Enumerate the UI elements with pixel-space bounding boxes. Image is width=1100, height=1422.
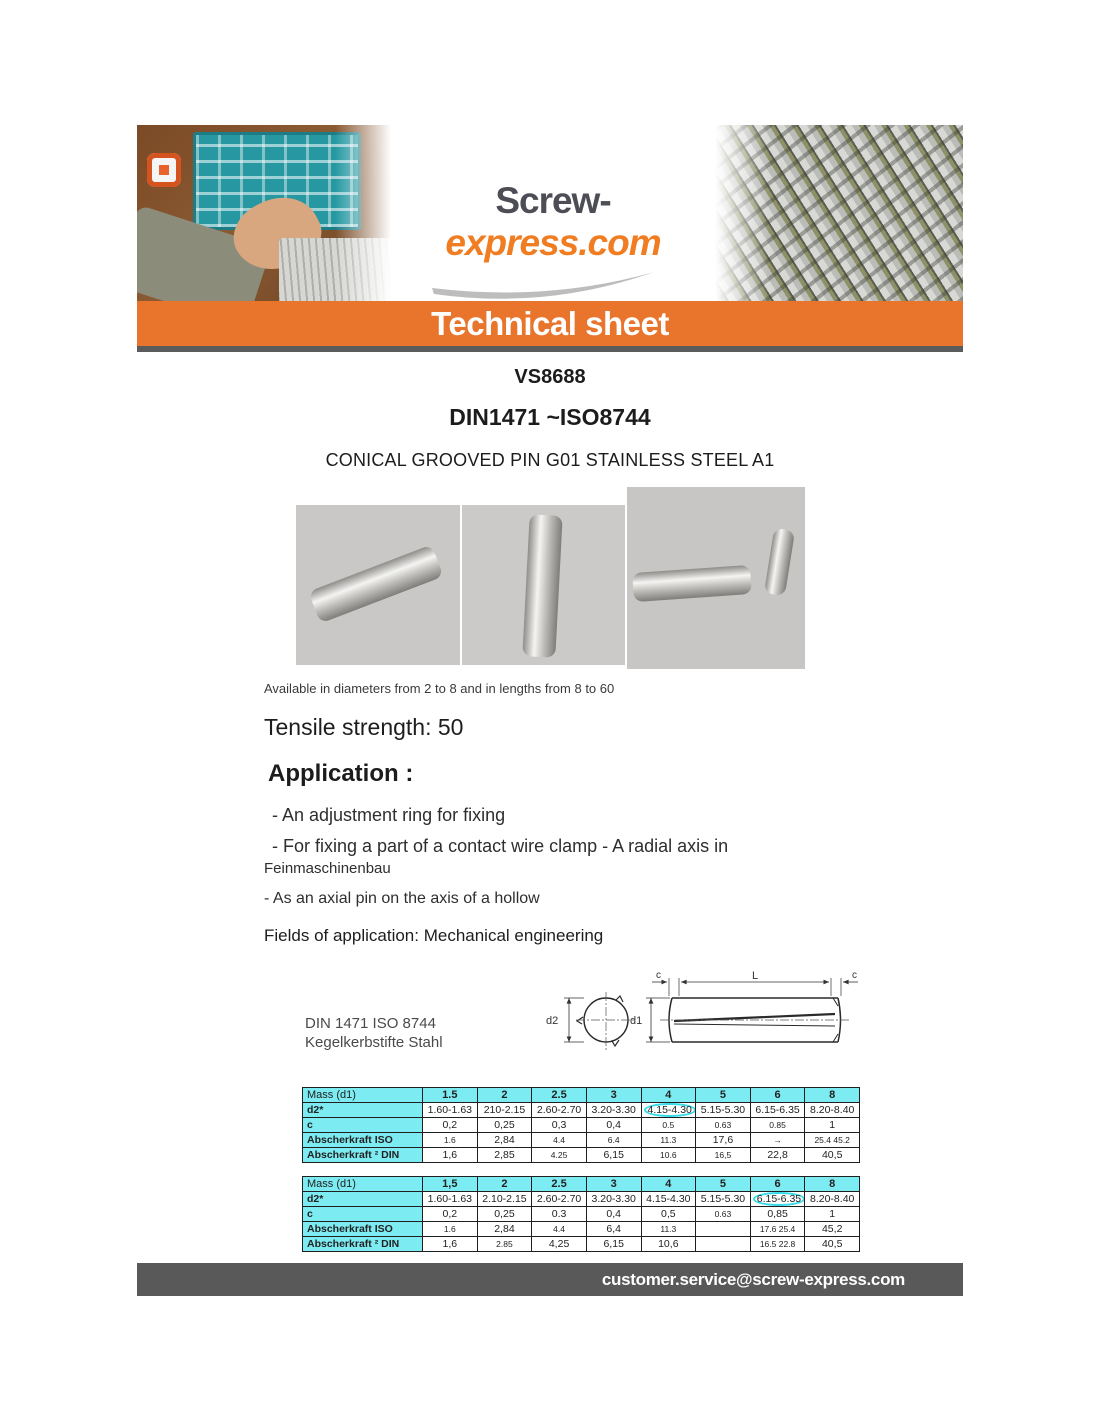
table-cell: 0.63	[696, 1118, 751, 1133]
table-cell: 22,8	[750, 1148, 805, 1163]
tensile-strength: Tensile strength: 50	[264, 714, 464, 740]
table-cell: 0,2	[423, 1207, 478, 1222]
table-cell: 8.20-8.40	[805, 1103, 860, 1118]
table-cell: 45,2	[805, 1222, 860, 1237]
table-cell: 0,4	[586, 1207, 641, 1222]
table-row	[303, 1192, 860, 1207]
product-photo-2	[462, 505, 625, 665]
table-cell: 40,5	[805, 1148, 860, 1163]
table-cell: Mass (d1)	[303, 1088, 423, 1103]
table-cell: 8	[805, 1088, 860, 1103]
table-cell: 6.4	[586, 1133, 641, 1148]
application-item-2-continued: Feinmaschinenbau	[264, 860, 391, 877]
table-row	[303, 1118, 860, 1133]
table-cell: 11.3	[641, 1222, 696, 1237]
table-cell: 10,6	[641, 1237, 696, 1252]
table-cell: 0,4	[586, 1118, 641, 1133]
brand-logo	[391, 125, 715, 301]
table-cell: 1.60-1.63	[423, 1103, 478, 1118]
table-cell: 0,25	[477, 1118, 532, 1133]
dimension-label-L: L	[752, 970, 759, 982]
table-cell: 6	[750, 1088, 805, 1103]
table-row	[303, 1133, 860, 1148]
table-cell: 0.63	[696, 1207, 751, 1222]
logo-swoosh-icon	[428, 266, 678, 300]
table-cell: Abscherkraft ISO	[303, 1222, 423, 1237]
table-cell: 2.5	[532, 1088, 587, 1103]
table-cell: 1.6	[423, 1222, 478, 1237]
table-cell: 2	[477, 1177, 532, 1192]
table-cell: 1.60-1.63	[423, 1192, 478, 1207]
header-photo-workbench	[137, 125, 391, 301]
table-cell	[696, 1222, 751, 1237]
table-row	[303, 1103, 860, 1118]
table-cell	[750, 1192, 805, 1207]
highlighted-value: 6.15-6.35	[753, 1192, 805, 1206]
divider-rule	[137, 346, 963, 352]
table-cell: 3.20-3.30	[586, 1103, 641, 1118]
table-cell: 1.5	[423, 1088, 478, 1103]
table-cell: Abscherkraft ISO	[303, 1133, 423, 1148]
table-cell: 2.85	[477, 1237, 532, 1252]
hand-shape	[222, 183, 331, 286]
table-row	[303, 1088, 860, 1103]
table-cell: 8	[805, 1177, 860, 1192]
dimension-label-c-right: c	[852, 970, 857, 981]
spec-table-1	[302, 1087, 860, 1163]
table-cell: 0.3	[532, 1207, 587, 1222]
fields-of-application: Fields of application: Mechanical engineering	[264, 926, 604, 945]
table-cell: 11.3	[641, 1133, 696, 1148]
table-cell: 2.60-2.70	[532, 1103, 587, 1118]
table-cell: 4.25	[532, 1148, 587, 1163]
table-cell: 2.10-2.15	[477, 1192, 532, 1207]
table-cell: 2,84	[477, 1222, 532, 1237]
table-cell: 6,4	[586, 1222, 641, 1237]
table-cell: 40,5	[805, 1237, 860, 1252]
pin-image	[522, 514, 562, 658]
product-code: VS8688	[514, 366, 586, 388]
product-description: CONICAL GROOVED PIN G01 STAINLESS STEEL A1	[325, 450, 775, 470]
product-photo-3	[627, 487, 805, 669]
table-cell: 10.6	[641, 1148, 696, 1163]
table-cell: 5	[696, 1177, 751, 1192]
table-cell: 16.5 22.8	[750, 1237, 805, 1252]
application-item-1: - An adjustment ring for fixing	[272, 805, 506, 825]
application-item-2: - For fixing a part of a contact wire clamp - A radial axis in	[272, 836, 729, 856]
dimension-label-d2: d2	[546, 1015, 559, 1027]
table-cell: 210-2.15	[477, 1103, 532, 1118]
table-cell: 2.60-2.70	[532, 1192, 587, 1207]
table-cell: 5	[696, 1088, 751, 1103]
table-cell: 0,2	[423, 1118, 478, 1133]
table-cell: 2	[477, 1088, 532, 1103]
table-cell: Abscherkraft ² DIN	[303, 1237, 423, 1252]
table-cell: Mass (d1)	[303, 1177, 423, 1192]
table-cell: 0,5	[641, 1207, 696, 1222]
availability-note: Available in diameters from 2 to 8 and in lengths from 8 to 60	[264, 681, 615, 696]
table-row	[303, 1177, 860, 1192]
table-cell: d2*	[303, 1192, 423, 1207]
diagram-caption	[305, 1014, 443, 1052]
pin-image	[632, 565, 752, 602]
cross-section-view	[577, 996, 628, 1046]
table-cell: 4	[641, 1088, 696, 1103]
table-cell: 0,25	[477, 1207, 532, 1222]
pin-image	[308, 544, 443, 623]
table-cell: 4.4	[532, 1222, 587, 1237]
table-cell: 5.15-5.30	[696, 1192, 751, 1207]
table-cell: 1.6	[423, 1133, 478, 1148]
spec-table-2	[302, 1176, 860, 1252]
table-cell: →	[750, 1133, 805, 1148]
table-cell	[696, 1237, 751, 1252]
table-cell: 4	[641, 1177, 696, 1192]
table-cell: 3	[586, 1177, 641, 1192]
table-cell: 6,15	[586, 1148, 641, 1163]
diagram-caption-line1: DIN 1471 ISO 8744	[305, 1015, 436, 1032]
table-cell: 3	[586, 1088, 641, 1103]
table-row	[303, 1207, 860, 1222]
table-cell	[641, 1103, 696, 1118]
table-cell: 1,6	[423, 1148, 478, 1163]
table-cell: 0,3	[532, 1118, 587, 1133]
pin-dimension-diagram	[538, 968, 870, 1068]
standard-title: DIN1471 ~ISO8744	[449, 404, 651, 430]
logo-text-screw: Screw-	[495, 180, 611, 221]
table-cell: 1,6	[423, 1237, 478, 1252]
table-cell: 0,85	[750, 1207, 805, 1222]
screw-organizer-box	[193, 132, 362, 230]
table-cell: 3.20-3.30	[586, 1192, 641, 1207]
table-cell: c	[303, 1207, 423, 1222]
logo-text-express: express.com	[445, 222, 661, 263]
table-cell: 4.15-4.30	[641, 1192, 696, 1207]
table-cell: 2,84	[477, 1133, 532, 1148]
table-row	[303, 1237, 860, 1252]
table-cell: 6	[750, 1177, 805, 1192]
customer-service-email[interactable]: customer.service@screw-express.com	[601, 1270, 905, 1289]
product-photo-1	[296, 505, 460, 665]
footer-bar	[137, 1263, 963, 1296]
screw-tray	[279, 238, 391, 301]
table-cell: 1,5	[423, 1177, 478, 1192]
table-row	[303, 1148, 860, 1163]
sleeve-shape	[137, 204, 271, 301]
table-row	[303, 1222, 860, 1237]
table-cell: 1	[805, 1207, 860, 1222]
table-cell: 4.4	[532, 1133, 587, 1148]
header-photo-screws	[715, 125, 963, 301]
table-cell: 1	[805, 1118, 860, 1133]
table-cell: d2*	[303, 1103, 423, 1118]
tape-measure	[147, 153, 181, 187]
application-heading: Application :	[268, 760, 414, 787]
table-cell: 0.5	[641, 1118, 696, 1133]
highlighted-value: 4.15-4.30	[644, 1103, 696, 1117]
table-cell: 6.15-6.35	[750, 1103, 805, 1118]
table-cell: c	[303, 1118, 423, 1133]
dimension-label-d1: d1	[630, 1015, 643, 1027]
table-cell: 5.15-5.30	[696, 1103, 751, 1118]
table-cell: 2,85	[477, 1148, 532, 1163]
table-cell: 0.85	[750, 1118, 805, 1133]
table-cell: Abscherkraft ² DIN	[303, 1148, 423, 1163]
dimension-label-c-left: c	[656, 970, 661, 981]
diagram-caption-line2: Kegelkerbstifte Stahl	[305, 1034, 443, 1051]
table-cell: 2.5	[532, 1177, 587, 1192]
table-cell: 17,6	[696, 1133, 751, 1148]
table-cell: 16,5	[696, 1148, 751, 1163]
pin-image	[764, 528, 795, 596]
logo-wordmark	[391, 180, 715, 264]
table-cell: 17.6 25.4	[750, 1222, 805, 1237]
table-cell: 6,15	[586, 1237, 641, 1252]
technical-sheet-banner: Technical sheet	[137, 301, 963, 346]
table-cell: 8.20-8.40	[805, 1192, 860, 1207]
table-cell: 4,25	[532, 1237, 587, 1252]
application-item-3: - As an axial pin on the axis of a hollow	[264, 890, 540, 907]
table-cell: 25.4 45.2	[805, 1133, 860, 1148]
